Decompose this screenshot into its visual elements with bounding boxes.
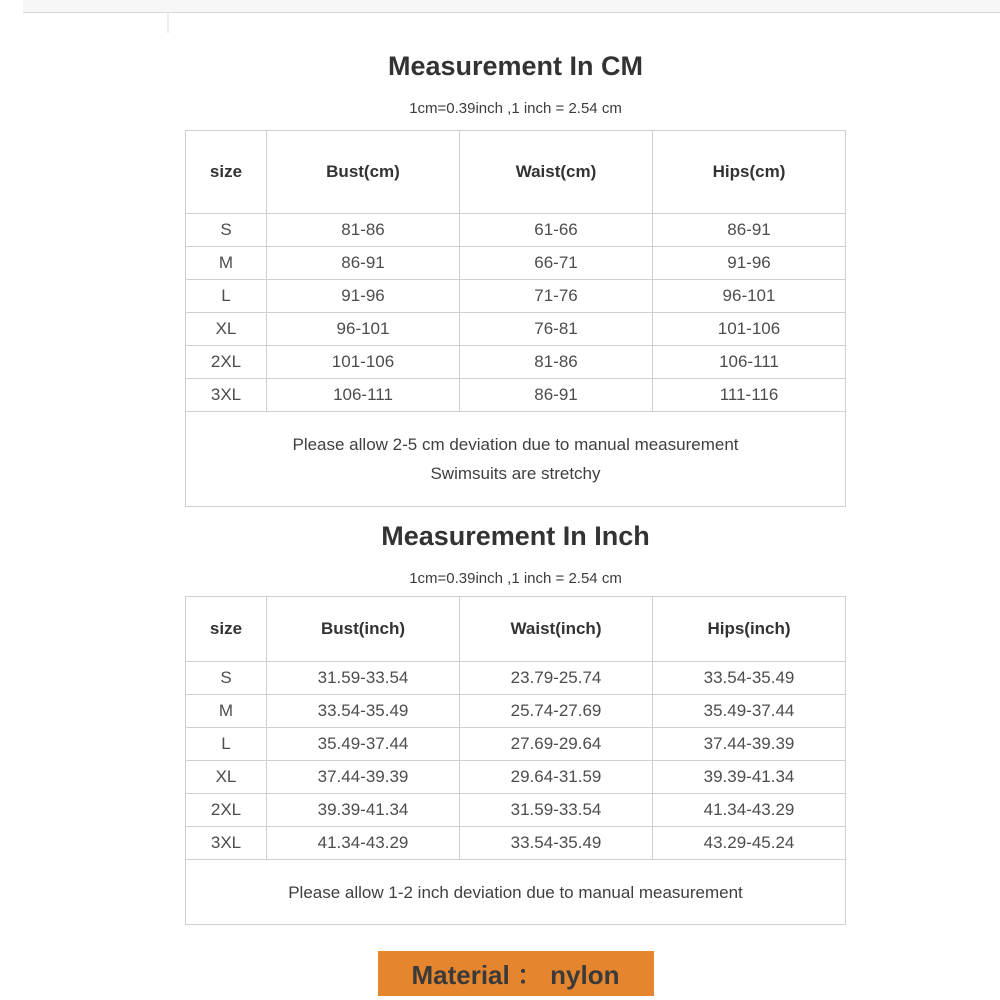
table-row [186,346,846,379]
table-note-row [186,860,846,925]
table-row [186,728,846,761]
table-cell: 33.54-35.49 [460,827,653,860]
table-cell: 39.39-41.34 [267,794,460,827]
cm-conversion-note: 1cm=0.39inch ,1 inch = 2.54 cm [409,100,622,117]
table-cell: 41.34-43.29 [267,827,460,860]
size-chart-content [185,13,846,996]
table-row [186,280,846,313]
column-header-hips: Hips(inch) [653,597,846,662]
table-row [186,695,846,728]
table-cell: 29.64-31.59 [460,761,653,794]
table-cell: 111-116 [653,379,846,412]
table-cell: 106-111 [267,379,460,412]
cm-header-row [186,131,846,214]
table-cell: 27.69-29.64 [460,728,653,761]
cm-table-note [186,412,846,507]
table-cell: 71-76 [460,280,653,313]
column-header-bust: Bust(inch) [267,597,460,662]
table-cell: 66-71 [460,247,653,280]
table-cell: 2XL [186,794,267,827]
table-cell: L [186,280,267,313]
table-note-row [186,412,846,507]
column-header-bust: Bust(cm) [267,131,460,214]
table-cell: 96-101 [653,280,846,313]
table-cell: 3XL [186,379,267,412]
inch-table-note [186,860,846,925]
stretchy-note: Swimsuits are stretchy [430,464,601,483]
inch-size-table [185,596,846,925]
table-row [186,379,846,412]
table-cell: 39.39-41.34 [653,761,846,794]
page-top-divider [23,0,1000,13]
table-cell: 81-86 [460,346,653,379]
table-cell: 86-91 [267,247,460,280]
deviation-note: Please allow 2-5 cm deviation due to manual measurement [292,435,739,454]
table-cell: 33.54-35.49 [267,695,460,728]
table-cell: S [186,662,267,695]
table-cell: XL [186,313,267,346]
column-header-size: size [186,131,267,214]
table-row [186,247,846,280]
column-header-size: size [186,597,267,662]
table-cell: 101-106 [267,346,460,379]
table-row [186,794,846,827]
table-cell: 3XL [186,827,267,860]
table-cell: S [186,214,267,247]
table-cell: 31.59-33.54 [267,662,460,695]
column-header-waist: Waist(cm) [460,131,653,214]
table-cell: 35.49-37.44 [267,728,460,761]
table-cell: 86-91 [460,379,653,412]
table-cell: 41.34-43.29 [653,794,846,827]
table-cell: 76-81 [460,313,653,346]
table-cell: 91-96 [267,280,460,313]
table-cell: 37.44-39.39 [653,728,846,761]
cm-section-title: Measurement In CM [387,51,644,81]
table-row [186,761,846,794]
table-cell: 25.74-27.69 [460,695,653,728]
column-header-hips: Hips(cm) [653,131,846,214]
table-cell: L [186,728,267,761]
table-cell: 2XL [186,346,267,379]
table-cell: M [186,695,267,728]
table-cell: 33.54-35.49 [653,662,846,695]
column-header-waist: Waist(inch) [460,597,653,662]
table-cell: 35.49-37.44 [653,695,846,728]
table-row [186,214,846,247]
table-cell: 96-101 [267,313,460,346]
table-cell: XL [186,761,267,794]
table-cell: 81-86 [267,214,460,247]
table-cell: M [186,247,267,280]
inch-header-row [186,597,846,662]
deviation-note: Please allow 1-2 inch deviation due to manual measurement [288,882,743,902]
table-cell: 61-66 [460,214,653,247]
table-cell: 43.29-45.24 [653,827,846,860]
material-banner [378,951,654,996]
table-cell: 101-106 [653,313,846,346]
inch-conversion-note: 1cm=0.39inch ,1 inch = 2.54 cm [409,570,622,587]
table-cell: 37.44-39.39 [267,761,460,794]
table-cell: 91-96 [653,247,846,280]
cm-size-table [185,130,846,507]
table-cell: 106-111 [653,346,846,379]
table-row [186,313,846,346]
table-row [186,827,846,860]
table-cell: 86-91 [653,214,846,247]
table-cell: 31.59-33.54 [460,794,653,827]
table-row [186,662,846,695]
column-border-remnant [167,13,169,33]
table-cell: 23.79-25.74 [460,662,653,695]
inch-section-title: Measurement In Inch [381,521,650,551]
material-label: Material ： nylon [411,960,620,990]
